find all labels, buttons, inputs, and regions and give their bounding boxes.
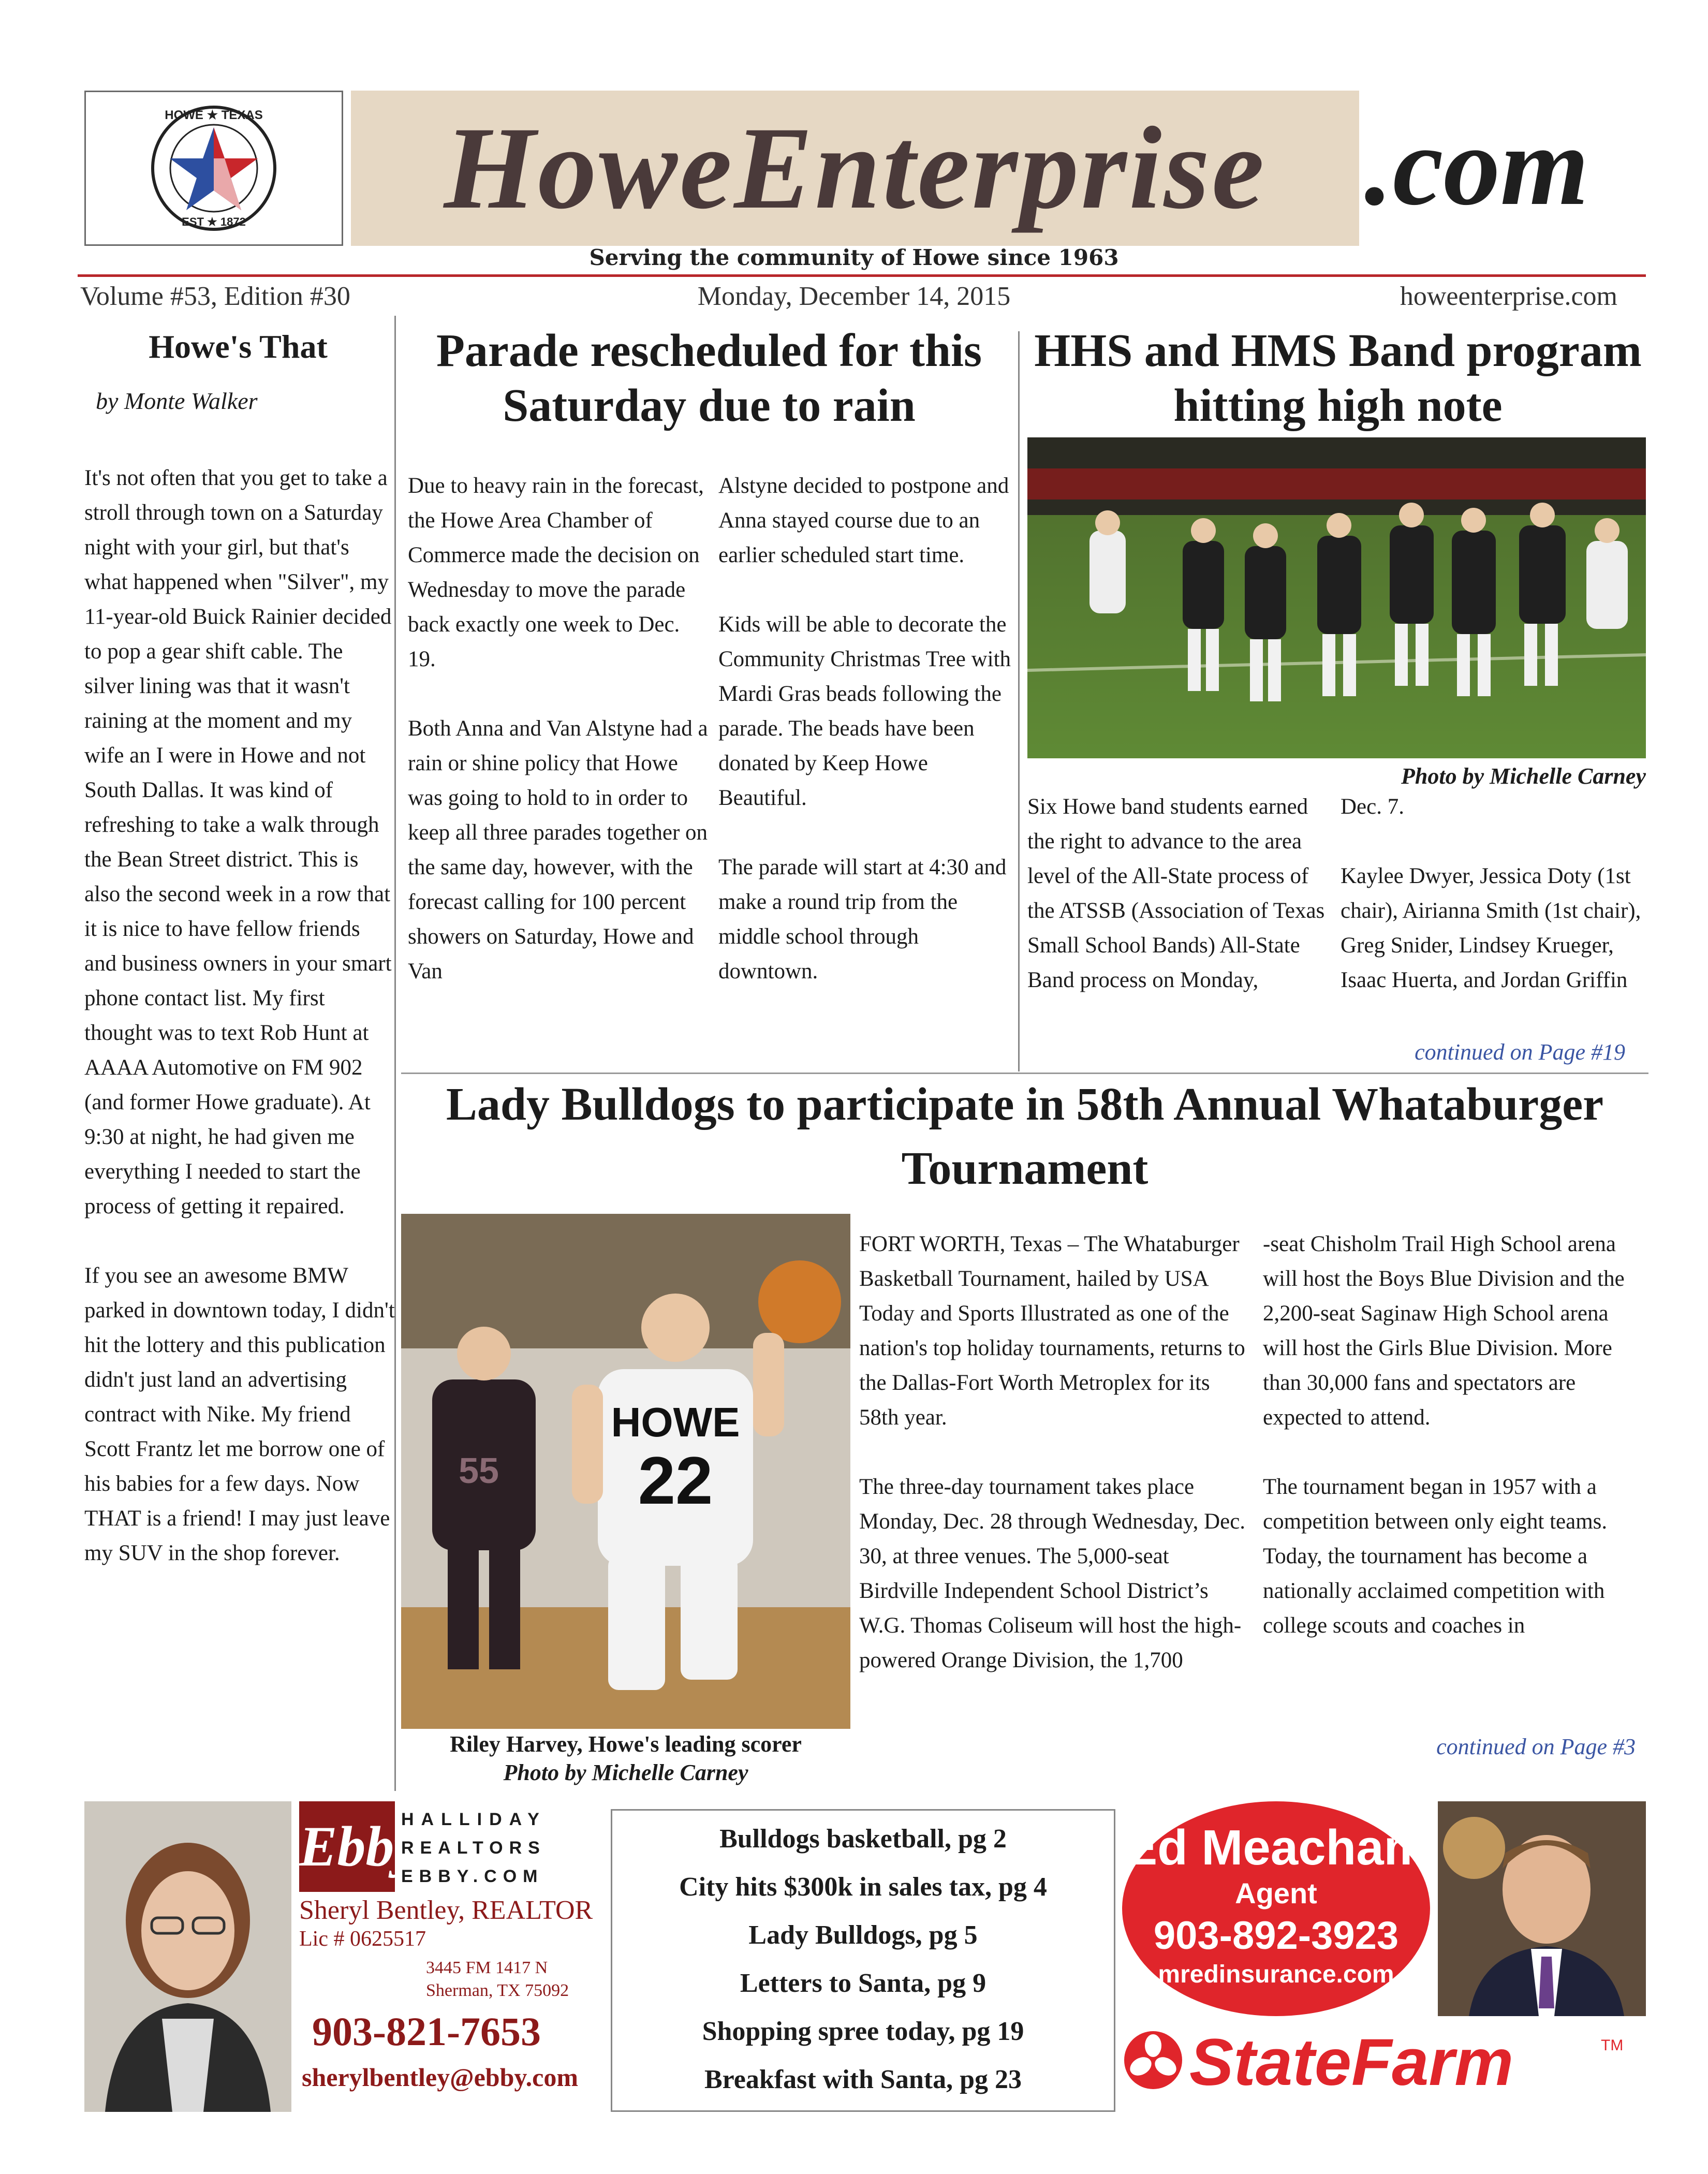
bulldogs-headline: Lady Bulldogs to participate in 58th Annual Whataburger Tournament (446, 1079, 1604, 1194)
bulldogs-photo (401, 1214, 850, 1729)
realtor-address-1: 3445 FM 1417 N (426, 1958, 548, 1977)
column-body: It's not often that you get to take a stroll through town on a Saturday night with your girl, but that's what happened when "Silver", my 11-year-old Buick Rainier decided to pop a gear shift cable. The silver lining was that it wasn't raining at the moment and my wife an I were in Howe and not South Dallas. It was kind of refreshing to take a walk through the Bean Street district. This is also the second week in a row that it is nice to have fellow friends and business owners in your smart phone contact list. My first thought was to text Rob Hunt at AAAA Automotive on FM 902 (and former Howe graduate). At 9:30 at night, he had given me everything I needed to start the process of getting it repaired. If you see an awesome BMW parked in downtown today, I didn't hit the lottery and this publication didn't just land an advertising contract with Nike. My friend Scott Frantz let me borrow one of his babies for a few days. Now THAT is a friend! I may just leave my SUV in the shop forever. (84, 466, 395, 1565)
volume-edition: Volume #53, Edition #30 (80, 282, 350, 311)
contents-index-box (611, 1809, 1115, 2112)
svg-text:EST ★ 1872: EST ★ 1872 (182, 215, 246, 228)
index-item[interactable]: Bulldogs basketball, pg 2 (719, 1824, 1007, 1854)
masthead-banner (351, 91, 1359, 246)
band-continued-link[interactable]: continued on Page #19 (1415, 1039, 1625, 1065)
band-headline: HHS and HMS Band program hitting high note (1034, 325, 1642, 431)
svg-text:55: 55 (459, 1450, 499, 1491)
bulldogs-column-2: -seat Chisholm Trail High School arena will host the Boys Blue Division and the 2,200-seat Saginaw High School arena will host the Girls Blue Division. More than 30,000 fans and spectators are expected to attend. The tournament began in 1957 with a competition between only eight teams. Today, the tournament has become a nationally acclaimed competition with college scouts and coaches in (1263, 1232, 1625, 1638)
realtor-email[interactable]: sherylbentley@ebby.com (302, 2063, 578, 2092)
bulldogs-column-1: FORT WORTH, Texas – The Whataburger Basketball Tournament, hailed by USA Today and Sports Illustrated as one of the nation's top holiday tournaments, returns to the Dallas-Fort Worth Metroplex for its 58th year. The three-day tournament takes place Monday, Dec. 28 through Wednesday, Dec. 30, at three venues. The 5,000-seat Birdville Independent School District’s W.G. Thomas Coliseum will host the high-powered Orange Division, the 1,700 (859, 1232, 1246, 1672)
agent-phone[interactable]: 903-892-3923 (1153, 1914, 1399, 1958)
ebby-halliday: HALLIDAY (401, 1810, 547, 1829)
agent-role: Agent (1235, 1877, 1317, 1909)
site-url: howeenterprise.com (1400, 282, 1617, 311)
ebby-realtors: REALTORS (401, 1838, 546, 1858)
statefarm-ad[interactable] (1122, 1801, 1646, 2112)
agent-portrait (1438, 1801, 1646, 2016)
ebby-realtor-ad[interactable] (84, 1801, 612, 2112)
index-item[interactable]: Shopping spree today, pg 19 (702, 2017, 1024, 2046)
parade-column-1: Due to heavy rain in the forecast, the Howe Area Chamber of Commerce made the decision on Wednesday to move the parade back exactly one week to Dec. 19. Both Anna and Van Alstyne had a rain or shine policy that Howe was going to hold to in order to keep all three parades together on the same day, however, with the forecast calling for 100 percent showers on Saturday, Howe and Van (408, 474, 708, 983)
svg-text:22: 22 (638, 1443, 713, 1518)
masthead-title: HoweEnterprise (444, 103, 1267, 233)
bulldogs-photo-credit: Photo by Michelle Carney (503, 1760, 748, 1785)
howe-texas-seal-icon (86, 92, 342, 244)
band-photo (1027, 437, 1646, 758)
logo-box (84, 91, 343, 246)
bulldogs-photo-caption: Riley Harvey, Howe's leading scorer (450, 1731, 802, 1757)
realtor-address-2: Sherman, TX 75092 (426, 1981, 569, 2000)
masthead-rule (78, 274, 1646, 277)
statefarm-wordmark: StateFarm (1189, 2025, 1513, 2099)
band-column-2: Dec. 7. Kaylee Dwyer, Jessica Doty (1st chair), Airianna Smith (1st chair), Greg Snider, Lindsey Krueger, Isaac Huerta, and Jordan Griffin (1341, 795, 1641, 992)
svg-text:HOWE ★ TEXAS: HOWE ★ TEXAS (165, 108, 263, 122)
realtor-name: Sheryl Bentley, REALTOR (299, 1896, 593, 1925)
svg-text:HOWE: HOWE (611, 1399, 740, 1445)
parade-column-2: Alstyne decided to postpone and Anna stayed course due to an earlier scheduled start time. Kids will be able to decorate the Community Christmas Tree with Mardi Gras beads following the parade. The beads have been donated by Keep Howe Beautiful. The parade will start at 4:30 and make a round trip from the middle school through downtown. (718, 474, 1011, 983)
masthead-title-suffix: .com (1364, 102, 1589, 229)
statefarm-trademark: TM (1601, 2037, 1624, 2054)
index-item[interactable]: Letters to Santa, pg 9 (740, 1969, 986, 1998)
band-column-1: Six Howe band students earned the right to advance to the area level of the All-State process of the ATSSB (Association of Texas Small School Bands) All-State Band process on Monday, (1027, 795, 1325, 992)
masthead-tagline: Serving the community of Howe since 1963 (589, 245, 1119, 270)
bulldogs-continued-link[interactable]: continued on Page #3 (1436, 1734, 1636, 1759)
index-item[interactable]: Breakfast with Santa, pg 23 (704, 2065, 1022, 2094)
agent-name: Ed Meacham (1124, 1820, 1428, 1875)
realtor-license: Lic # 0625517 (299, 1927, 426, 1951)
issue-date: Monday, December 14, 2015 (697, 282, 1011, 311)
column-title: Howe's That (149, 328, 328, 365)
parade-headline: Parade rescheduled for this Saturday due to rain (436, 325, 982, 431)
agent-url[interactable]: mredinsurance.com (1158, 1961, 1394, 1988)
ebby-logo: Ebby (299, 1801, 395, 1892)
column-rule-right (1018, 331, 1020, 1071)
index-item[interactable]: Lady Bulldogs, pg 5 (748, 1920, 978, 1950)
realtor-phone[interactable]: 903-821-7653 (312, 2009, 541, 2054)
realtor-portrait (84, 1801, 291, 2112)
index-item[interactable]: City hits $300k in sales tax, pg 4 (679, 1872, 1047, 1902)
column-byline: by Monte Walker (96, 388, 258, 414)
band-photo-credit: Photo by Michelle Carney (1401, 763, 1646, 789)
ebby-url: EBBY.COM (401, 1867, 544, 1886)
statefarm-ovals-icon (1122, 2029, 1184, 2091)
